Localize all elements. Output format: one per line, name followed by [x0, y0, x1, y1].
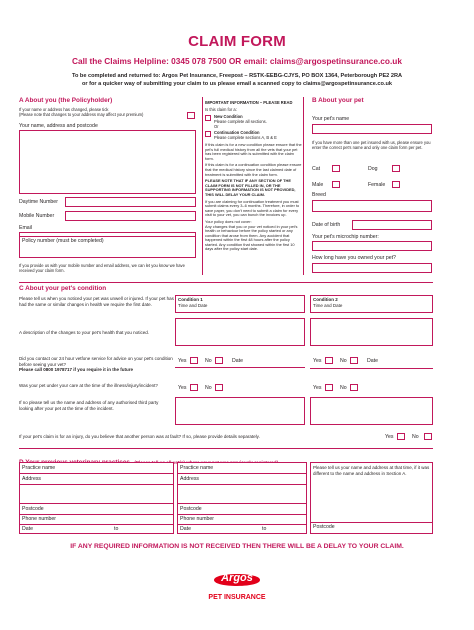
vetfone-date-2-label: Date [367, 358, 378, 364]
vet1-rule-2 [19, 484, 174, 485]
new-condition-checkbox[interactable] [205, 115, 211, 121]
vet2-rule-5 [177, 524, 307, 525]
multi-pet-note: If you have more than one pet insured with us, please ensure you enter the correct pet's name and only one claim form per pet. [312, 140, 431, 150]
name-address-field[interactable] [19, 130, 196, 194]
previous-postcode-label: Postcode [313, 524, 335, 530]
vet1-date-label: Date [22, 526, 33, 532]
vet2-practice-name-label: Practice name [180, 465, 214, 471]
return-address-line-1: To be completed and returned to: Argos Pet Insurance, Freepost – RSTK-EEBG-CJYS, PO BOX 1364, Peterborough PE2 2RA [71, 73, 403, 79]
return-address-line-2: or for a quicker way of submitting your claim to us please email a scanned copy to claims@argospetinsurance.co.uk [81, 81, 393, 87]
vetfone-date-1-label: Date [232, 358, 243, 364]
continuation-condition-checkbox[interactable] [205, 131, 211, 137]
third-party-question: If no please tell us the name and address of any authorised third party looking after your pet at the time of the incident. [19, 400, 159, 411]
vetfone-yes-2-checkbox[interactable] [325, 357, 333, 364]
mobile-email-note: If you provide us with your mobile number and email address, we can let you know we have received your claim form. [19, 263, 185, 273]
cat-label: Cat [312, 166, 321, 172]
vetfone-no-2-checkbox[interactable] [350, 357, 358, 364]
dog-checkbox[interactable] [392, 165, 400, 172]
cat-checkbox[interactable] [332, 165, 340, 172]
name-address-label: Your name, address and postcode [19, 123, 98, 129]
vetfone-question: Did you contact our 24 hour vetfone service for advice on your pet's condition before seeing your vet? Please call 0800 1978717 if you require it in the future [19, 356, 173, 372]
vet1-practice-name-label: Practice name [22, 465, 56, 471]
vetfone-row-cond2-rule [310, 368, 433, 369]
or-label: Or [214, 124, 219, 129]
vet2-postcode-label: Postcode [180, 506, 202, 512]
fault-no-checkbox[interactable] [424, 433, 432, 440]
name-change-note: If your name or address has changed, please tick (Please note that changes to your address may affect your premium) [19, 107, 144, 117]
email-label: Email [19, 225, 32, 231]
vetfone-no-1-checkbox[interactable] [215, 357, 223, 364]
claims-helpline: Call the Claims Helpline: 0345 078 7500 OR email: claims@argospetinsurance.co.uk [72, 56, 402, 66]
condition-1-time-date: Time and Date [178, 303, 208, 308]
vet1-postcode-label: Postcode [22, 506, 44, 512]
vet2-address-label: Address [180, 476, 200, 482]
dob-field[interactable] [352, 220, 432, 230]
care-no-2-label: No [340, 385, 347, 391]
fault-yes-checkbox[interactable] [397, 433, 405, 440]
page-title: CLAIM FORM [188, 33, 286, 50]
important-info-text: If this claim is for a new condition please ensure that the pet's full medical history from all the vets that your pet has been registered with is submitted with the claim form. If this claim is for a continuation condition please ensure that the medical history since the last claimed date of treatment is submitted with the claim form. PLEASE NOTE THAT IF ANY SECTION OF THE CLAIM FORM IS NOT FILLED IN, OR THE SUPPORTING INFORMATION IS NOT PROVIDED, THIS WILL DELAY YOUR CLAIM. If you are claiming for continuation treatment you must submit claims every 3–6 months. Therefore, in order to save paper, you don't need to submit a claim for every visit to your vet, you can bunch the invoices up. Your policy does not cover: Any changes that you or your vet noticed in your pet's health or behaviour before the policy started or any condition that arose from them. Any accident that happened within the first 48 hours after the policy started. Any condition that showed within the first 10 days after the policy start date. [205, 142, 302, 252]
female-checkbox[interactable] [392, 181, 400, 188]
breed-label: Breed [312, 192, 326, 198]
section-b-title: B About your pet [312, 97, 364, 104]
care-no-1-checkbox[interactable] [215, 384, 223, 391]
vetfone-yes-1-label: Yes [178, 358, 187, 364]
third-party-cond2-field[interactable] [310, 397, 433, 425]
vet2-to-label: to [262, 526, 267, 532]
vet2-rule-4 [177, 514, 307, 515]
female-label: Female [368, 182, 386, 188]
care-no-1-label: No [205, 385, 212, 391]
prev-rule [310, 522, 433, 523]
section-c-title: C About your pet's condition [19, 285, 107, 292]
argos-logo-text: Argos [221, 572, 253, 584]
daytime-number-field[interactable] [65, 197, 196, 207]
condition-1-description[interactable] [175, 318, 305, 346]
how-long-field[interactable] [312, 263, 432, 273]
condition-2-time-date: Time and Date [313, 303, 343, 308]
policy-number-field[interactable] [19, 236, 196, 258]
fault-question: If your pet's claim is for an injury, do you believe that another person was at fault? If so, please provide details separately. [19, 434, 260, 439]
vetfone-no-2-label: No [340, 358, 347, 364]
section-c-divider [19, 282, 433, 283]
daytime-number-label: Daytime Number [19, 199, 58, 205]
male-label: Male [312, 182, 324, 188]
vet1-phone-label: Phone number [22, 516, 57, 522]
vetfone-yes-1-checkbox[interactable] [190, 357, 198, 364]
important-info-title: IMPORTANT INFORMATION – PLEASE READ [205, 100, 293, 105]
argos-logo [210, 568, 264, 606]
vet2-rule-3 [177, 503, 307, 504]
noticed-question: Please tell us when you noticed your pet was unwell or injured. If your pet has had the same or similar changes in health we require the first date. [19, 296, 174, 307]
vet2-rule-1 [177, 473, 307, 474]
vet1-rule-1 [19, 473, 174, 474]
care-no-2-checkbox[interactable] [350, 384, 358, 391]
policy-number-label: Policy number (must be completed) [22, 238, 104, 244]
microchip-label: Your pet's microchip number: [312, 234, 379, 240]
care-question: Was your pet under your care at the time of the illness/injury/incident? [19, 383, 158, 388]
vetfone-no-1-label: No [205, 358, 212, 364]
mobile-number-field[interactable] [65, 211, 196, 221]
pet-name-field[interactable] [312, 124, 432, 134]
vet1-address-label: Address [22, 476, 42, 482]
microchip-field[interactable] [312, 241, 432, 251]
claim-type-label: Is this claim for a: [205, 107, 237, 112]
care-yes-1-checkbox[interactable] [190, 384, 198, 391]
describe-question: A description of the changes to your pet's health that you noticed. [19, 330, 149, 335]
vet2-rule-2 [177, 484, 307, 485]
new-condition-label: New Condition Please complete all sections. [214, 114, 267, 124]
dog-label: Dog [368, 166, 378, 172]
condition-2-title: Condition 2 [313, 297, 338, 302]
pet-insurance-label: PET INSURANCE [208, 594, 266, 601]
vet2-phone-label: Phone number [180, 516, 215, 522]
how-long-label: How long have you owned your pet? [312, 255, 396, 261]
dob-label: Date of birth [312, 222, 341, 228]
vetfone-yes-2-label: Yes [313, 358, 322, 364]
care-yes-2-checkbox[interactable] [325, 384, 333, 391]
mobile-number-label: Mobile Number [19, 213, 55, 219]
vet2-date-label: Date [180, 526, 191, 532]
care-yes-2-label: Yes [313, 385, 322, 391]
continuation-condition-label: Continuation Condition Please complete sections A, B & E [214, 130, 277, 140]
name-change-checkbox[interactable] [187, 112, 195, 119]
delay-warning: IF ANY REQUIRED INFORMATION IS NOT RECEIVED THEN THERE WILL BE A DELAY TO YOUR CLAIM. [70, 543, 404, 550]
breed-field[interactable] [312, 200, 432, 212]
third-party-cond1-field[interactable] [175, 397, 305, 425]
vet1-rule-3 [19, 503, 174, 504]
condition-2-description[interactable] [310, 318, 433, 346]
fault-yes-label: Yes [385, 434, 394, 440]
vet1-rule-5 [19, 524, 174, 525]
pet-name-label: Your pet's name [312, 116, 350, 122]
condition-1-title: Condition 1 [178, 297, 203, 302]
vet1-rule-4 [19, 514, 174, 515]
fault-no-label: No [412, 434, 419, 440]
section-a-title: A About you (the Policyholder) [19, 97, 113, 104]
section-d-divider [19, 448, 433, 449]
vet1-to-label: to [114, 526, 119, 532]
male-checkbox[interactable] [332, 181, 340, 188]
care-yes-1-label: Yes [178, 385, 187, 391]
previous-address-note: Please tell us your name and address at that time, if it was different to the name and address in Section A. [313, 465, 430, 476]
